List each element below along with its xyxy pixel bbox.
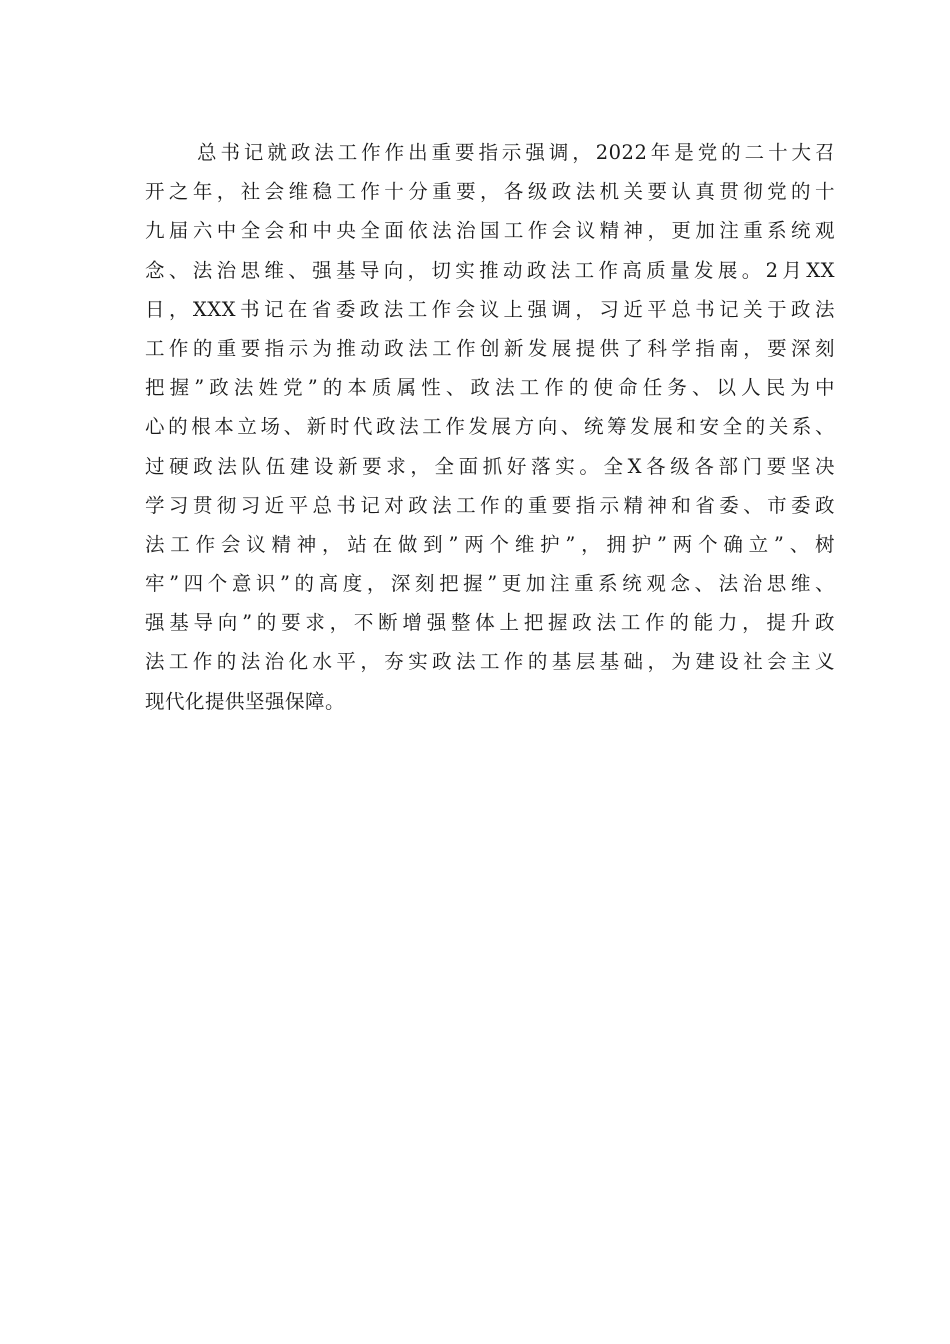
paragraph-line: 总书记就政法工作作出重要指示强调，2022年是党的二十大召 xyxy=(197,141,835,164)
paragraph-line: 心的根本立场、新时代政法工作发展方向、统筹发展和安全的关系、 xyxy=(145,415,835,439)
paragraph-line: 现代化提供坚强保障。 xyxy=(145,689,346,713)
paragraph-line: 日，XXX书记在省委政法工作会议上强调，习近平总书记关于政法 xyxy=(145,297,835,321)
paragraph-line: 学习贯彻习近平总书记对政法工作的重要指示精神和省委、市委政 xyxy=(145,493,835,517)
paragraph-line: 工作的重要指示为推动政法工作创新发展提供了科学指南，要深刻 xyxy=(145,336,835,360)
paragraph-line: 把握”政法姓党”的本质属性、政法工作的使命任务、以人民为中 xyxy=(145,376,835,400)
paragraph-line: 九届六中全会和中央全面依法治国工作会议精神，更加注重系统观 xyxy=(145,219,835,243)
paragraph-line: 强基导向”的要求，不断增强整体上把握政法工作的能力，提升政 xyxy=(145,611,835,635)
paragraph-line: 过硬政法队伍建设新要求，全面抓好落实。全X各级各部门要坚决 xyxy=(145,454,835,478)
body-paragraph xyxy=(145,133,835,721)
paragraph-line: 法工作的法治化水平，夯实政法工作的基层基础，为建设社会主义 xyxy=(145,650,835,674)
paragraph-line: 念、法治思维、强基导向，切实推动政法工作高质量发展。2月XX xyxy=(145,258,835,282)
paragraph-line: 开之年，社会维稳工作十分重要，各级政法机关要认真贯彻党的十 xyxy=(145,180,835,204)
paragraph-line: 牢”四个意识”的高度，深刻把握”更加注重系统观念、法治思维、 xyxy=(145,572,835,596)
paragraph-line: 法工作会议精神，站在做到”两个维护”，拥护”两个确立”、树 xyxy=(145,532,835,556)
